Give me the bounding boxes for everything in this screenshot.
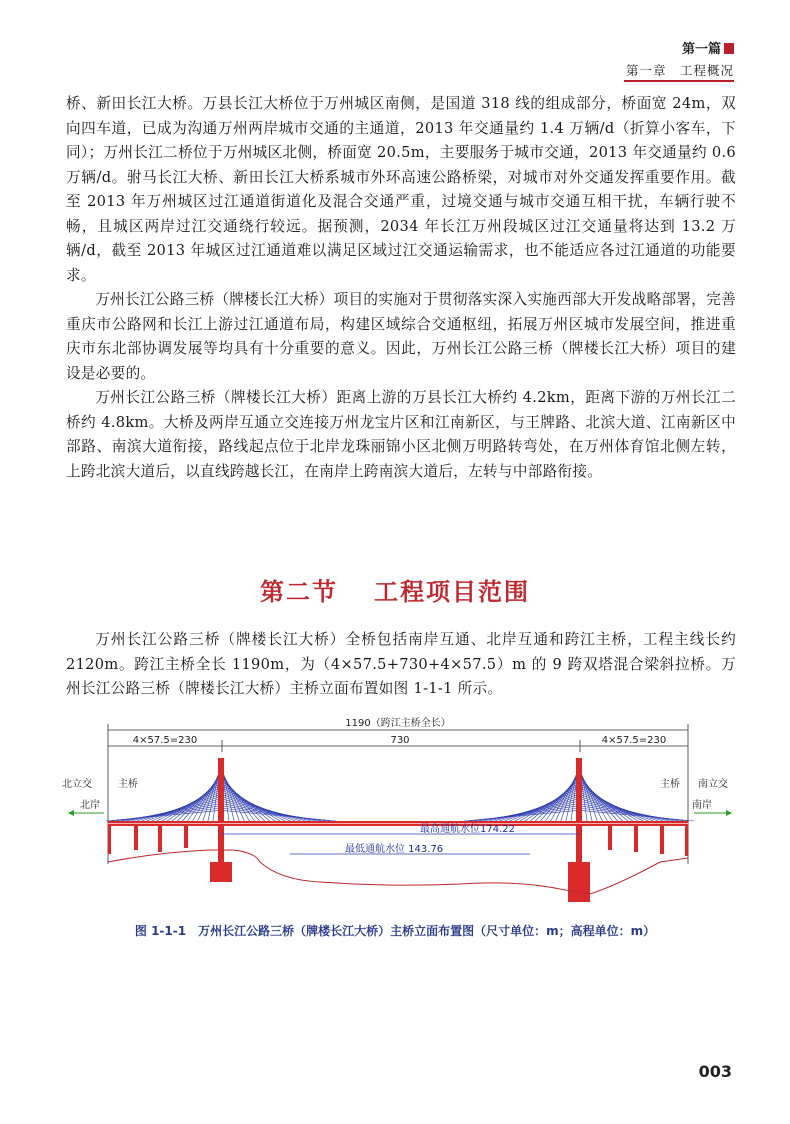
stay-cable (495, 797, 580, 822)
body-text (66, 92, 736, 484)
main-span-label: 730 (390, 735, 410, 746)
north-main-bridge-label: 主桥 (118, 779, 138, 790)
north-tower-foundation (210, 862, 232, 882)
north-arrow-icon (68, 810, 74, 816)
north-interchange-label: 北立交 (62, 779, 92, 790)
towers (210, 758, 590, 902)
stay-cable (106, 810, 221, 821)
paragraph-2: 万州长江公路三桥（牌楼长江大桥）项目的实施对于贯彻落实深入实施西部大开发战略部署，完善重庆市公路网和长江上游过江通道布局，构建区域综合交通枢纽，拓展万州区城市发展空间，推进重庆市东北部协调发展等均具有十分重要的意义。因此，万州长江公路三桥（牌楼长江大桥）项目的建设是必要的。 (66, 291, 736, 382)
south-tower-foundation (568, 862, 590, 902)
stay-cable (464, 810, 579, 821)
south-main-bridge-label: 主桥 (660, 779, 680, 790)
bridge-elevation-figure (60, 712, 740, 907)
section-number: 第二节 (260, 578, 338, 606)
part-label: 第一篇 (626, 38, 734, 57)
left-span-label: 4×57.5=230 (132, 735, 198, 746)
riverbed-profile (108, 850, 688, 894)
total-length-label: 1190（跨江主桥全长） (345, 718, 451, 729)
stay-cable (579, 810, 694, 821)
stay-cable (579, 797, 664, 822)
part-marker-icon (724, 43, 734, 54)
paragraph-1: 桥、新田长江大桥。万县长江大桥位于万州城区南侧，是国道 318 线的组成部分，桥面宽 24m，双向四车道，已成为沟通万州两岸城市交通的主通道，2013 年交通量约 1.4 万辆/d（折算小客车，下同）；万州长江二桥位于万州城区北侧，桥面宽 20.5m，主要服务于城市交通，2013 年交通量约 0.6 万辆/d。驸马长江大桥、新田长江大桥系城市外环高速公路桥梁，对城市对外交通发挥重要作用。截至 2013 年万州城区过江通道街道化及混合交通严重，过境交通与城市交通互相干扰，车辆行驶不畅，且城区两岸过江交通绕行较远。据预测，2034 年长江万州段城区过江交通量将达到 13.2 万辆/d，截至 2013 年城区过江通道难以满足区域过江交通运输需求，也不能适应各过江通道的功能要求。 (66, 95, 736, 284)
page-header (626, 38, 734, 79)
stay-cable (221, 797, 306, 822)
figure-caption: 图 1-1-1 万州长江公路三桥（牌楼长江大桥）主桥立面布置图（尺寸单位：m；高程单位：m） (134, 924, 656, 938)
south-bank-label: 南岸 (692, 800, 712, 811)
paragraph-3: 万州长江公路三桥（牌楼长江大桥）距离上游的万县长江大桥约 4.2km，距离下游的万州长江二桥约 4.8km。大桥及两岸互通立交连接万州龙宝片区和江南新区，与王牌路、北滨大道、江南新区中部路、南滨大道衔接，路线起点位于北岸龙珠丽锦小区北侧万明路转弯处，在万州体育馆北侧左转，上跨北滨大道后，以直线跨越长江，在南岸上跨南滨大道后，左转与中部路衔接。 (66, 389, 736, 480)
high-water-label: 最高通航水位174.22 (420, 824, 515, 835)
right-span-label: 4×57.5=230 (601, 735, 667, 746)
page-number: 003 (698, 1062, 732, 1081)
section-heading: 工程项目范围 (374, 578, 530, 606)
header-rule (624, 80, 734, 82)
south-interchange-label: 南立交 (698, 779, 728, 790)
bridge-elevation-drawing (60, 712, 740, 907)
stay-cable (137, 797, 222, 822)
chapter-label: 第一章 工程概况 (625, 63, 734, 78)
stay-cables (106, 762, 694, 821)
section-body (66, 628, 736, 702)
south-arrow-icon (726, 810, 732, 816)
stay-cable (221, 810, 336, 821)
section-paragraph: 万州长江公路三桥（牌楼长江大桥）全桥包括南岸互通、北岸互通和跨江主桥，工程主线长约 2120m。跨江主桥全长 1190m，为（4×57.5+730+4×57.5）m 的 9 跨双塔混合梁斜拉桥。万州长江公路三桥（牌楼长江大桥）主桥立面布置如图 1-1-1 所示。 (66, 631, 736, 697)
section-title (0, 572, 790, 607)
low-water-label: 最低通航水位 143.76 (345, 844, 444, 855)
north-bank-label: 北岸 (80, 800, 100, 811)
